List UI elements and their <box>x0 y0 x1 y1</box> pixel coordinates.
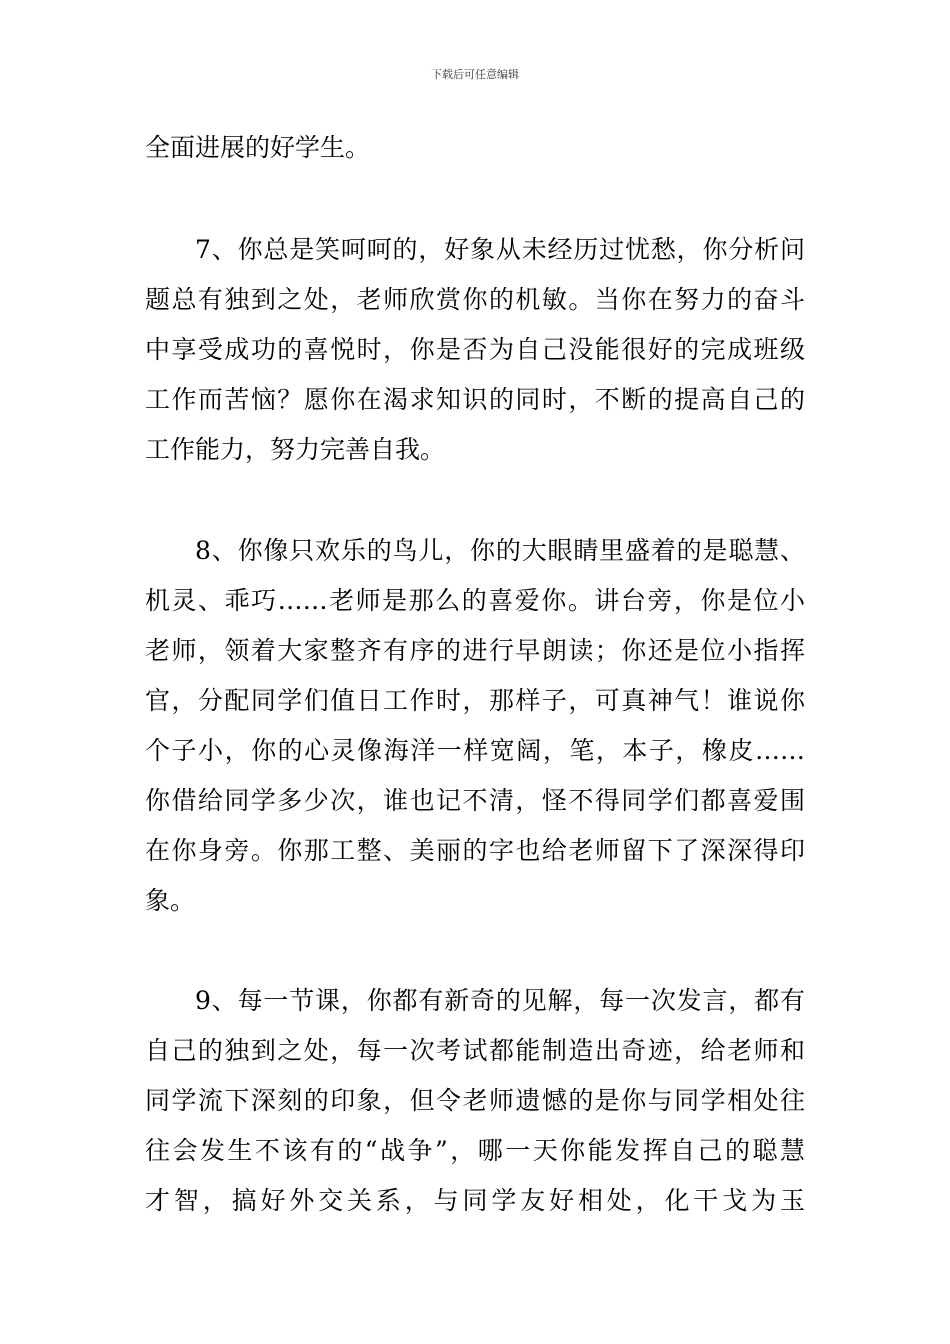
text-line: 个子小，你的心灵像海洋一样宽阔，笔，本子，橡皮…… <box>145 736 805 765</box>
text-line: 往会发生不该有的“战争”，哪一天你能发挥自己的聪慧 <box>145 1136 805 1165</box>
text-line: 中享受成功的喜悦时，你是否为自己没能很好的完成班级 <box>145 335 805 364</box>
text-line: 题总有独到之处，老师欣赏你的机敏。当你在努力的奋斗 <box>145 285 805 314</box>
text-line: 同学流下深刻的印象，但令老师遗憾的是你与同学相处往 <box>145 1086 805 1115</box>
text-line: 官，分配同学们值日工作时，那样子，可真神气！谁说你 <box>145 686 805 715</box>
text-line: 象。 <box>145 886 196 915</box>
text-line: 工作能力，努力完善自我。 <box>145 435 446 464</box>
page-header: 下载后可任意编辑 <box>431 68 519 81</box>
text-line: 8、你像只欢乐的鸟儿，你的大眼睛里盛着的是聪慧、 <box>195 536 805 565</box>
text-line: 全面进展的好学生。 <box>145 133 371 162</box>
text-line: 7、你总是笑呵呵的，好象从未经历过忧愁，你分析问 <box>195 235 805 264</box>
text-line: 才智，搞好外交关系，与同学友好相处，化干戈为玉 <box>145 1186 805 1215</box>
text-line: 在你身旁。你那工整、美丽的字也给老师留下了深深得印 <box>145 836 805 865</box>
text-line: 9、每一节课，你都有新奇的见解，每一次发言，都有 <box>195 986 805 1015</box>
text-line: 机灵、乖巧……老师是那么的喜爱你。讲台旁，你是位小 <box>145 586 805 615</box>
text-line: 老师，领着大家整齐有序的进行早朗读；你还是位小指挥 <box>145 636 805 665</box>
text-line: 自己的独到之处，每一次考试都能制造出奇迹，给老师和 <box>145 1036 805 1065</box>
text-line: 你借给同学多少次，谁也记不清，怪不得同学们都喜爱围 <box>145 786 805 815</box>
text-line: 工作而苦恼？愿你在渴求知识的同时，不断的提高自己的 <box>145 385 805 414</box>
